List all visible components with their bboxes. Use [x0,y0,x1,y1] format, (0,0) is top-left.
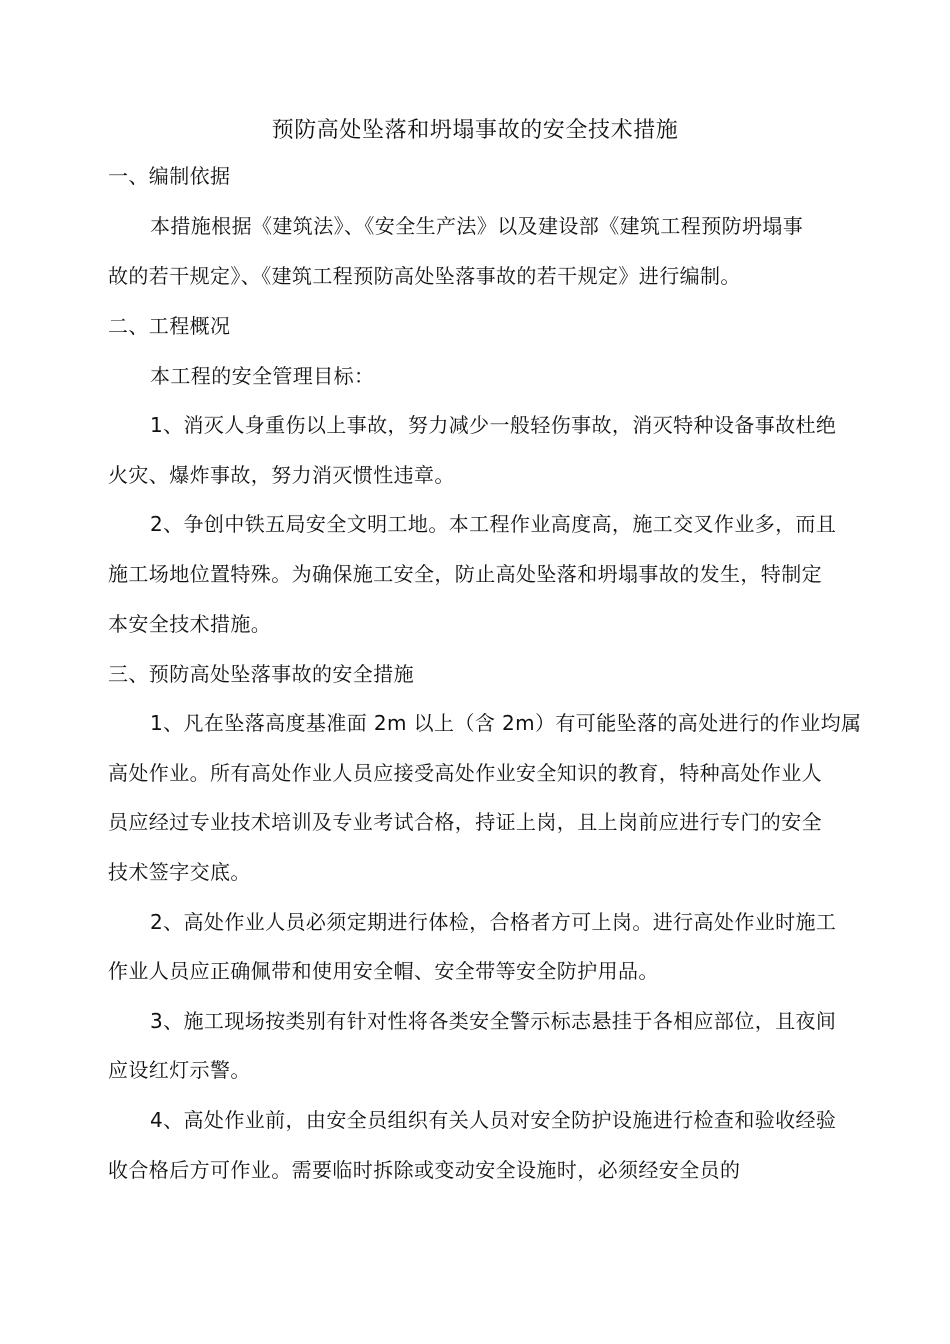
paragraph-line: 技术签字交底。 [108,860,251,884]
section-heading-measures: 三、预防高处坠落事故的安全措施 [108,662,414,686]
paragraph-line: 故的若干规定》、《建筑工程预防高处坠落事故的若干规定》进行编制。 [108,264,741,288]
paragraph-line: 高处作业。所有高处作业人员应接受高处作业安全知识的教育，特种高处作业人 [108,761,822,785]
paragraph-line: 火灾、爆炸事故，努力消灭惯性违章。 [108,463,455,487]
section-heading-basis: 一、编制依据 [108,164,231,188]
paragraph-line: 4、高处作业前，由安全员组织有关人员对安全防护设施进行检查和验收经验 [150,1108,837,1132]
document-title: 预防高处坠落和坍塌事故的安全技术措施 [271,118,679,143]
paragraph-line: 员应经过专业技术培训及专业考试合格，持证上岗，且上岗前应进行专门的安全 [108,810,822,834]
paragraph-line: 1、消灭人身重伤以上事故，努力减少一般轻伤事故，消灭特种设备事故杜绝 [150,413,837,437]
section-heading-overview: 二、工程概况 [108,314,231,338]
paragraph-line: 本安全技术措施。 [108,612,272,636]
paragraph-line: 本措施根据《建筑法》、《安全生产法》以及建设部《建筑工程预防坍塌事 [150,214,804,238]
paragraph-line: 2、高处作业人员必须定期进行体检，合格者方可上岗。进行高处作业时施工 [150,910,837,934]
paragraph-line: 应设红灯示警。 [108,1058,251,1082]
paragraph-line: 施工场地位置特殊。为确保施工安全，防止高处坠落和坍塌事故的发生，特制定 [108,562,822,586]
paragraph-line: 本工程的安全管理目标： [150,364,375,388]
paragraph-line: 2、争创中铁五局安全文明工地。本工程作业高度高，施工交叉作业多，而且 [150,512,837,536]
paragraph-line: 1、凡在坠落高度基准面 2m 以上（含 2m）有可能坠落的高处进行的作业均属 [150,711,862,735]
paragraph-line: 收合格后方可作业。需要临时拆除或变动安全设施时，必须经安全员的 [108,1158,741,1182]
paragraph-line: 3、施工现场按类别有针对性将各类安全警示标志悬挂于各相应部位，且夜间 [150,1009,837,1033]
paragraph-line: 作业人员应正确佩带和使用安全帽、安全带等安全防护用品。 [108,959,659,983]
